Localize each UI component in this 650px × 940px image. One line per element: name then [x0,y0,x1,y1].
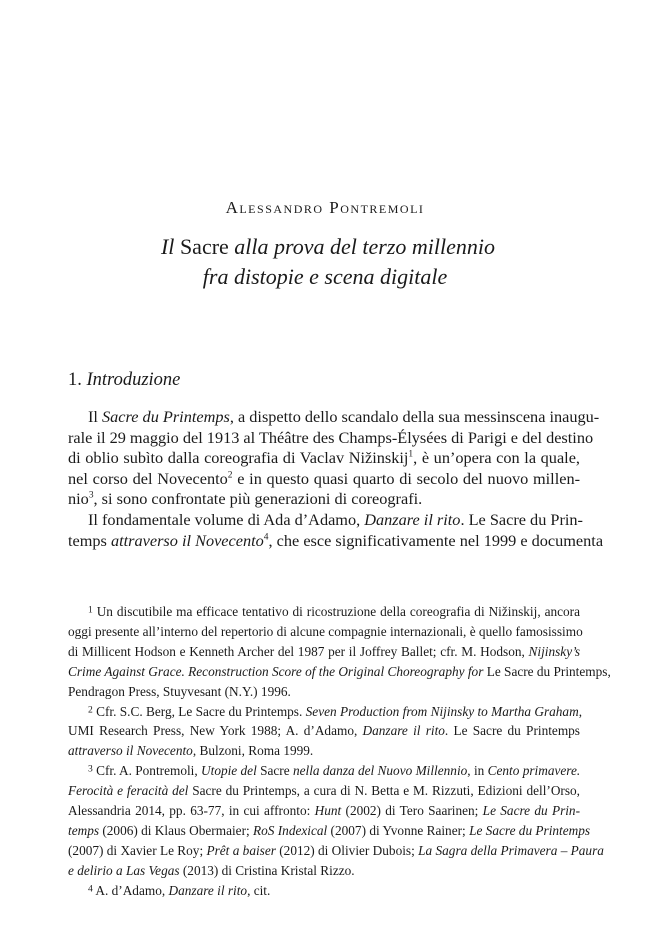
italic-text: Sacre du Printemps [102,407,230,426]
text-run: di Millicent Hodson e Kenneth Archer del 1987 per il Joffrey Ballet; cfr. M. Hodson, [68,643,529,659]
footnote-number: 3 [88,763,93,775]
italic-text: Hunt [314,803,342,819]
italic-text: Seven Production from Nijinsky to Martha Graham [305,703,579,719]
footnote-number: 4 [88,883,93,895]
footnote-line [68,761,580,781]
footnote-line [68,682,580,702]
text-run: Il fondamentale volume di Ada d’Adamo, [88,509,365,529]
body-line [68,469,580,490]
text-run: Le Sacre du Printemps, [483,663,611,679]
text-run: , [578,703,583,719]
text-run: , che esce significativamente nel 1999 e documenta [268,530,604,550]
section-heading [68,370,180,391]
footnotes [68,602,611,901]
footnote-number: 2 [88,704,93,716]
body-line [68,509,583,531]
text-run: , a dispetto dello scandalo della sua messinscena inaugu- [229,407,600,426]
italic-text: Cento primavere. [487,763,581,779]
body-line [68,489,580,510]
footnote-line [68,801,580,821]
footnote-line [68,702,583,722]
text-run: Un discutibile ma efficace tentativo di ricostruzione della coreografia di Nižinskij, ancora [92,604,580,619]
text-run: (2007) di Yvonne Rainer; [327,822,470,838]
body-text [68,407,604,551]
italic-text: Crime Against Grace. Reconstruction Score of the Original Choreography for [68,663,484,679]
footnote-line [68,881,580,901]
author-name: Alessandro Pontremoli [225,198,425,217]
text-run: di oblio subìto dalla coreografia di Vaclav Nižinskij [68,448,409,468]
footnote-number: 1 [88,604,93,616]
italic-text: Ferocità e feracità del [68,783,189,799]
footnote-line [68,721,580,741]
text-run: (2013) di Cristina Kristal Rizzo. [179,862,355,878]
text-run: (2006) di Klaus Obermaier; [99,822,254,838]
italic-text: La Sagra della Primavera – Paura [418,842,604,858]
italic-text: Danzare il rito [168,882,248,898]
body-line [68,427,594,449]
italic-text: attraverso il Novecento [110,530,264,550]
title-line-1 [6,232,650,262]
text-run: Pendragon Press, Stuyvesant (N.Y.) 1996. [68,683,291,699]
text-run: Sacre [256,763,293,779]
footnote-line [68,821,591,841]
italic-text: Il [160,234,175,259]
italic-text: Danzare il rito [362,723,445,739]
footnote-line [68,602,580,622]
text-run: Alessandria 2014, pp. 63-77, in cui affronto: [68,803,315,819]
text-run: Cfr. A. Pontremoli, [92,763,202,779]
text-run: , è un’opera con la quale, [413,448,580,468]
text-run: A. d’Adamo, [92,882,169,898]
text-run: Il [88,407,103,426]
footnote-line [68,781,580,801]
text-run: . Le Sacre du Prin- [460,509,583,529]
italic-text: temps [68,822,100,838]
footnote-line [68,622,583,642]
italic-text: e delirio a Las Vegas [68,862,180,878]
footnote-ref: 4 [263,532,269,543]
text-run: nel corso del Novecento [68,468,228,488]
text-run: Cfr. S.C. Berg, Le Sacre du Printemps. [92,703,306,719]
chapter-title [0,232,650,292]
body-line [68,530,604,552]
footnote-line [68,841,604,861]
text-run: e in questo quasi quarto di secolo del nuovo millen- [232,468,581,488]
text-run: 1. [68,370,87,390]
italic-text: Prêt a baiser [206,842,276,858]
italic-text: Utopie del [201,763,257,779]
body-line [68,407,600,428]
footnote-line [68,861,580,881]
italic-text: Introduzione [86,370,181,390]
footnote-ref: 1 [408,449,414,460]
text-run: Sacre du Printemps, a cura di N. Betta e M. Rizzuti, Edizioni dell’Orso, [188,783,580,799]
footnote-ref: 3 [88,490,94,501]
italic-text: alla prova del terzo millennio [234,234,496,259]
title-line-2 [0,262,650,292]
text-run: (2007) di Xavier Le Roy; [68,842,207,858]
italic-text: attraverso il Novecento [68,743,193,759]
italic-text: Le Sacre du Prin- [482,803,581,819]
text-run: temps [68,530,111,550]
text-run: nio [68,489,89,509]
text-run: Sacre [174,234,235,259]
italic-text: fra distopie e scena digitale [202,264,448,289]
text-run: , Bulzoni, Roma 1999. [192,743,314,759]
body-line [68,448,580,469]
italic-text: Nijinsky’s [528,643,580,659]
text-run: , in [467,763,488,779]
italic-text: RoS Indexical [253,822,328,838]
text-run: . Le Sacre du Printemps [444,723,580,739]
text-run: , cit. [247,882,271,898]
footnote-line [68,662,611,682]
text-run: (2012) di Olivier Dubois; [275,842,419,858]
italic-text: nella danza del Nuovo Millennio [292,763,468,779]
text-run: (2002) di Tero Saarinen; [341,803,483,819]
text-run: rale il 29 maggio del 1913 al Théâtre des Champs-Élysées di Parigi e del destino [68,427,594,447]
footnote-ref: 2 [227,470,233,481]
text-run: , si sono confrontate più generazioni di coreografi. [93,489,423,509]
text-run: oggi presente all’interno del repertorio di alcune compagnie internazionali, è quello famosissimo [68,623,583,639]
footnote-line [68,642,580,662]
italic-text: Danzare il rito [364,509,461,529]
footnote-line [68,741,580,761]
text-run: UMI Research Press, New York 1988; A. d’Adamo, [68,723,363,739]
italic-text: Le Sacre du Printemps [469,822,591,838]
